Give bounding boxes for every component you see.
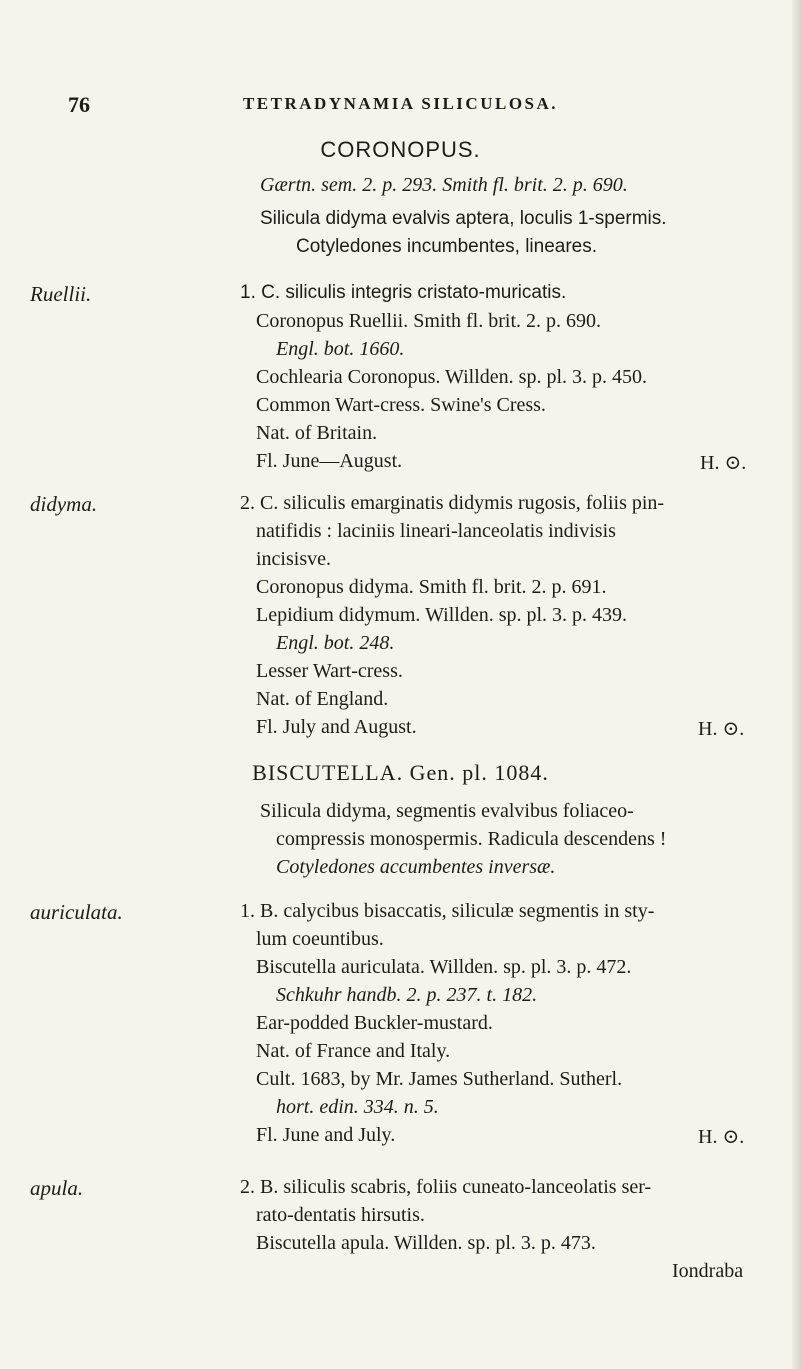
species-margin-name: apula. [30,1176,84,1200]
generic-character-line: Cotyledones accumbentes inversæ. [276,856,556,878]
species-diagnosis: lum coeuntibus. [256,928,384,950]
species-diagnosis: incisisve. [256,548,331,570]
citation-line: Schkuhr handb. 2. p. 237. t. 182. [276,984,538,1006]
catchword: Iondraba [672,1260,744,1282]
flowering-line: Fl. July and August. [256,716,417,738]
common-name-line: Ear-podded Buckler-mustard. [256,1012,493,1034]
native-line: Nat. of Britain. [256,422,378,444]
synonym-line: Lepidium didymum. Willden. sp. pl. 3. p. 439. [256,604,628,626]
generic-character-line: compressis monospermis. Radicula descendens ! [276,828,667,850]
synonym-line: Biscutella apula. Willden. sp. pl. 3. p. 473. [256,1232,596,1254]
species-diagnosis: natifidis : laciniis lineari-lanceolatis indivisis [256,520,616,542]
species-margin-name: auriculata. [30,900,123,924]
native-line: Nat. of France and Italy. [256,1040,451,1062]
page-edge [792,0,801,1369]
flowering-line: Fl. June—August. [256,450,403,472]
running-title: TETRADYNAMIA SILICULOSA. [242,94,559,113]
generic-character-line: Silicula didyma, segmentis evalvibus foliaceo- [260,800,634,822]
genus-title-coronopus: CORONOPUS. [320,137,481,162]
citation-line: Engl. bot. 1660. [276,338,405,360]
native-line: Nat. of England. [256,688,389,710]
synonym-line: Biscutella auriculata. Willden. sp. pl. 3. p. 472. [256,956,632,978]
synonym-line: Coronopus Ruellii. Smith fl. brit. 2. p. 690. [256,310,602,332]
common-name-line: Common Wart-cress. Swine's Cress. [256,394,546,416]
running-header [0,92,801,122]
genus-title-biscutella: BISCUTELLA. Gen. pl. 1084. [252,760,549,785]
page-number: 76 [68,92,90,117]
citation-line: hort. edin. 334. n. 5. [276,1096,439,1118]
generic-character-line: Cotyledones incumbentes, lineares. [296,236,598,257]
cultivation-line: Cult. 1683, by Mr. James Sutherland. Sutherl. [256,1068,623,1090]
synonym-line: Cochlearia Coronopus. Willden. sp. pl. 3. p. 450. [256,366,648,388]
genus-reference: Gærtn. sem. 2. p. 293. Smith fl. brit. 2. p. 690. [260,174,628,196]
synonym-line: Coronopus didyma. Smith fl. brit. 2. p. 691. [256,576,607,598]
habit-mark: H. ⊙. [698,718,745,740]
species-diagnosis: 2. B. siliculis scabris, foliis cuneato-lanceolatis ser- [240,1176,652,1198]
species-margin-name: didyma. [30,492,98,516]
species-diagnosis: rato-dentatis hirsutis. [256,1204,425,1226]
habit-mark: H. ⊙. [698,1126,745,1148]
common-name-line: Lesser Wart-cress. [256,660,403,682]
citation-line: Engl. bot. 248. [276,632,395,654]
habit-mark: H. ⊙. [700,452,747,474]
generic-character-line: Silicula didyma evalvis aptera, loculis 1-spermis. [260,208,667,229]
species-diagnosis: 1. C. siliculis integris cristato-muricatis. [240,282,567,303]
flowering-line: Fl. June and July. [256,1124,396,1146]
species-diagnosis: 1. B. calycibus bisaccatis, siliculæ segmentis in sty- [240,900,655,922]
species-margin-name: Ruellii. [30,282,92,306]
species-diagnosis: 2. C. siliculis emarginatis didymis rugosis, foliis pin- [240,492,665,514]
